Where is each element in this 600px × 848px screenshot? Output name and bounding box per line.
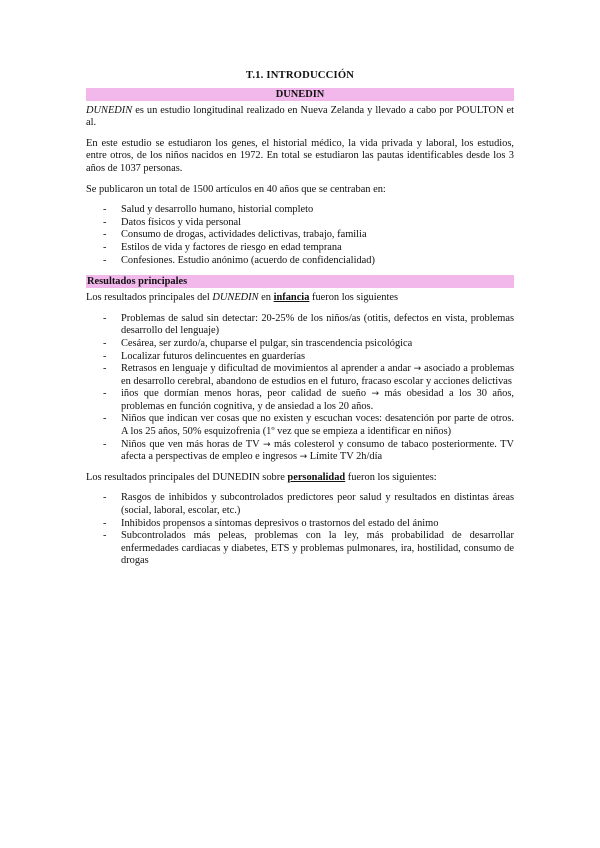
intro-paragraph-1-text: es un estudio longitudinal realizado en Nueva Zelanda y llevado a cabo por POULTON et al.: [86, 104, 514, 129]
results-header: Resultados principales: [86, 275, 514, 288]
list-item: - Niños que indican ver cosas que no existen y escuchan voces: desatención por parte de otros. A los 25 años, 50% esquizofrenia (1º vez que se empieza a identificar en niños): [103, 413, 514, 438]
infancia-underlined: infancia: [273, 292, 310, 304]
list-item: - iños que dormían menos horas, peor calidad de sueño → más obesidad a los 30 años, problemas en función cognitiva, y de ansiedad a los 20 años.: [103, 388, 514, 412]
intro-paragraph-2: En este estudio se estudiaron los genes, el historial médico, la vida privada y laboral, los estudios, entre otros, de los niños nacidos en 1972. En total se estudiaron las pautas identificables desde los 3 años de 1037 personas.: [86, 137, 514, 174]
bullet-dash: -: [103, 388, 107, 400]
list-item: - Problemas de salud sin detectar: 20-25% de los niños/as (otitis, defectos en vista, problemas desarrollo del lenguaje): [103, 312, 514, 337]
document-content: [86, 70, 514, 576]
list-item: - Niños que ven más horas de TV → más colesterol y consumo de tabaco posteriormente. TV afecta a perspectivas de empleo e ingresos → Límite TV 2h/día: [103, 438, 514, 463]
bullet-dash: -: [103, 254, 107, 266]
bullet-dash: -: [103, 216, 107, 228]
personalidad-underlined: personalidad: [287, 471, 346, 483]
page-title: T.1. INTRODUCCIÓN: [245, 70, 355, 81]
infancia-list: [86, 313, 514, 464]
list-item: - Confesiones. Estudio anónimo (acuerdo de confidencialidad): [103, 254, 375, 266]
bullet-dash: -: [103, 438, 107, 450]
dunedin-italic: DUNEDIN: [86, 104, 133, 116]
list-item: - Localizar futuros delincuentes en guarderías: [103, 350, 306, 362]
list-item: - Consumo de drogas, actividades delictivas, trabajo, familia: [103, 229, 367, 241]
intro-paragraph-1: [86, 105, 514, 130]
bullet-dash: -: [103, 337, 107, 349]
bullet-dash: -: [103, 363, 107, 375]
topics-list: [86, 204, 514, 267]
bullet-dash: -: [103, 229, 107, 241]
section-header-dunedin: DUNEDIN: [86, 88, 514, 101]
arrow-right-icon: →: [262, 439, 271, 450]
list-item: - Cesárea, ser zurdo/a, chuparse el pulgar, sin trascendencia psicológica: [103, 337, 413, 349]
list-item: - Salud y desarrollo humano, historial completo: [103, 204, 314, 216]
arrow-right-icon: →: [371, 389, 380, 400]
list-item: - Rasgos de inhibidos y subcontrolados predictores peor salud y resultados en distintas áreas (social, laboral, escolar, etc.): [103, 492, 514, 517]
personalidad-intro: Los resultados principales del DUNEDIN sobre personalidad fueron los siguientes:: [86, 471, 437, 483]
bullet-dash: -: [103, 517, 107, 529]
bullet-dash: -: [103, 413, 107, 425]
list-item: - Subcontrolados más peleas, problemas con la ley, más probabilidad de desarrollar enfermedades cardiacas y diabetes, ETS y problemas pulmonares, ira, hostilidad, consumo de drogas: [103, 530, 514, 567]
list-item: - Retrasos en lenguaje y dificultad de movimientos al aprender a andar → asociado a problemas en desarrollo cerebral, abandono de estudios en el futuro, fracaso escolar y acciones delictivas: [103, 363, 514, 387]
arrow-right-icon: →: [413, 364, 422, 375]
bullet-dash: -: [103, 492, 107, 504]
intro-paragraph-3: Se publicaron un total de 1500 artículos en 40 años que se centraban en:: [86, 183, 386, 195]
list-item: - Datos físicos y vida personal: [103, 216, 242, 228]
bullet-dash: -: [103, 312, 107, 324]
bullet-dash: -: [103, 350, 107, 362]
list-item: - Estilos de vida y factores de riesgo en edad temprana: [103, 241, 342, 253]
list-item: - Inhibidos propensos a síntomas depresivos o trastornos del estado del ánimo: [103, 517, 439, 529]
bullet-dash: -: [103, 204, 107, 216]
bullet-dash: -: [103, 241, 107, 253]
infancia-intro: Los resultados principales del DUNEDIN en infancia fueron los siguientes: [86, 292, 398, 304]
personalidad-list: [86, 492, 514, 568]
arrow-right-icon: →: [299, 452, 308, 463]
bullet-dash: -: [103, 530, 107, 542]
